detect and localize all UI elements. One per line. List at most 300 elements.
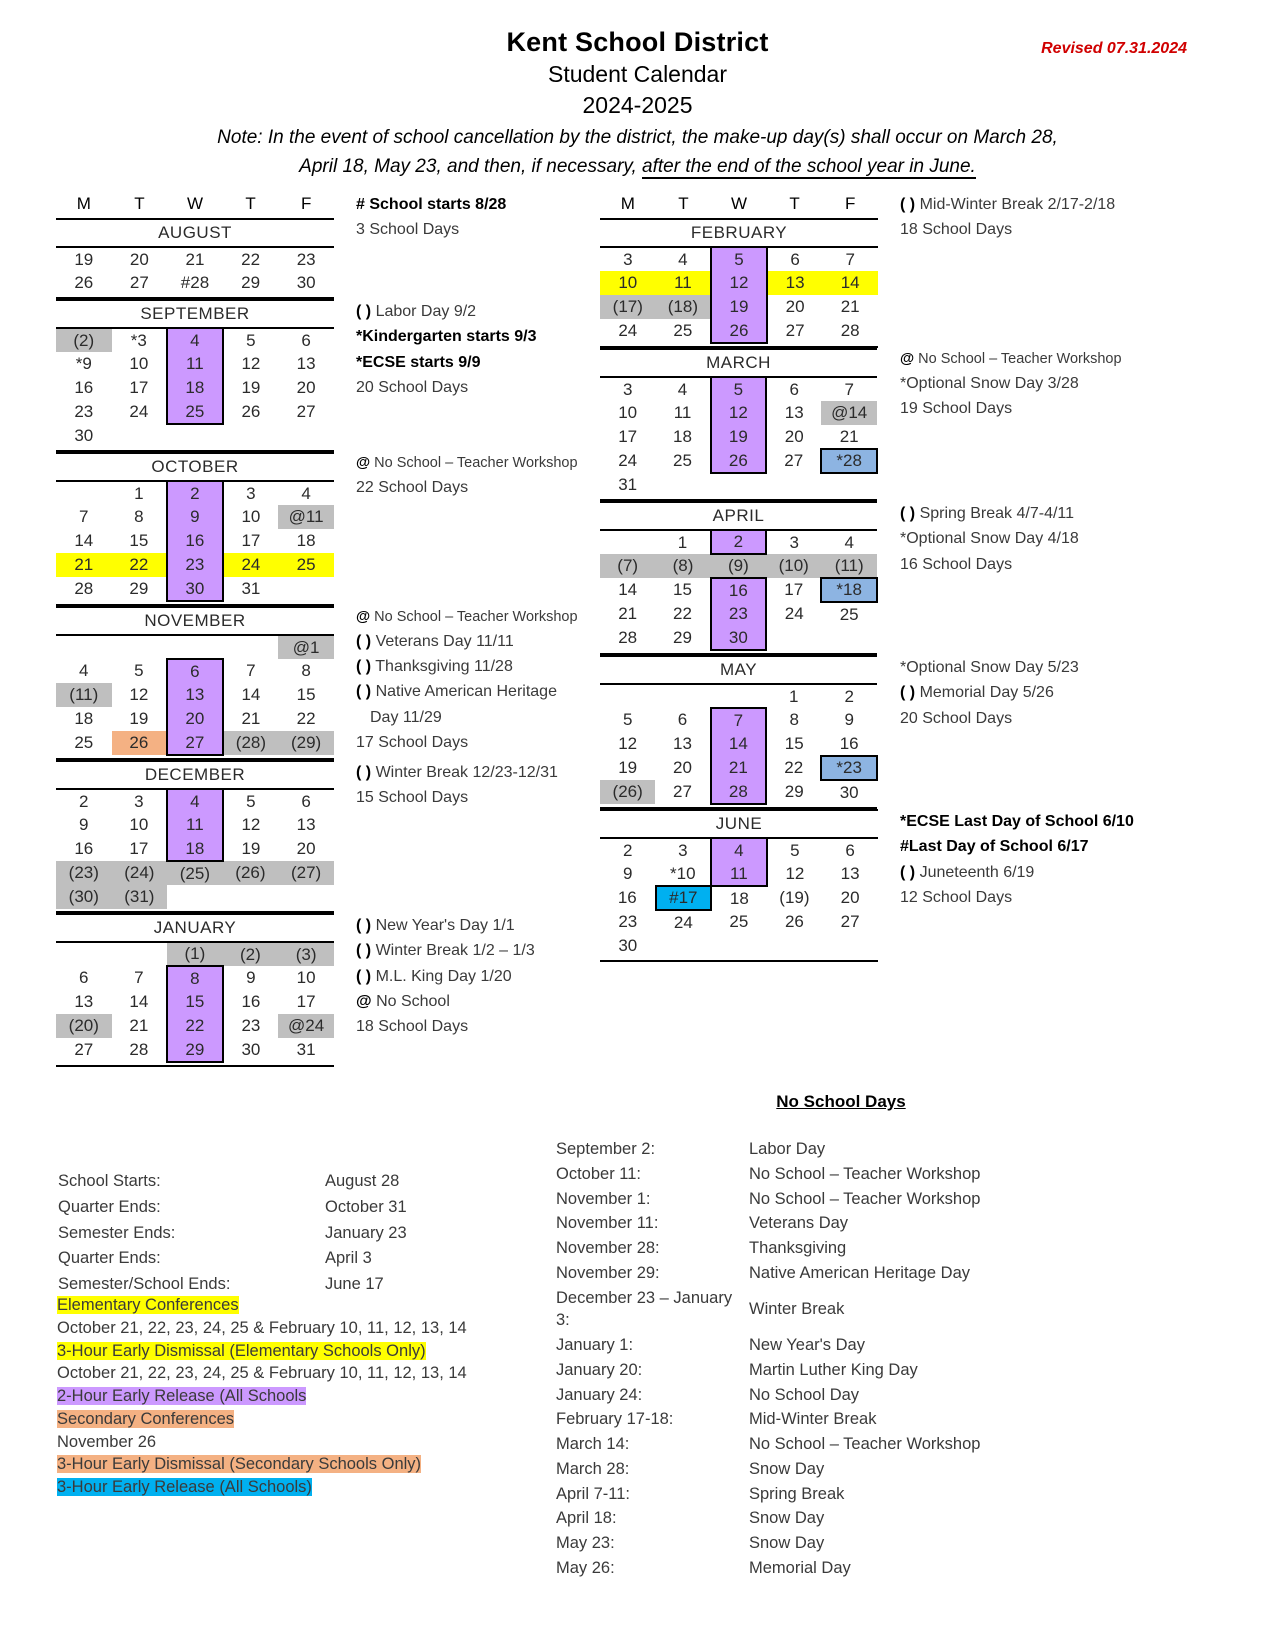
day-cell-3[interactable]: 3 <box>246 483 256 503</box>
note-text: *ECSE Last Day of School 6/10 <box>900 813 1134 830</box>
calendar-table-november <box>56 606 334 760</box>
day-cell-20[interactable]: 20 <box>784 427 804 446</box>
day-cell-28[interactable]: 28 <box>840 321 860 340</box>
legend-entry <box>56 1294 526 1317</box>
day-cell-5[interactable]: 5 <box>134 661 144 680</box>
day-cell-6[interactable]: 6 <box>789 379 799 399</box>
day-cell-3[interactable]: 3 <box>623 249 633 269</box>
day-cell-11[interactable]: 11 <box>656 271 712 295</box>
day-cell-17[interactable]: 17 <box>129 839 149 858</box>
day-cell-26[interactable]: 26 <box>784 912 804 931</box>
day-cell-4[interactable]: 4 <box>677 379 688 399</box>
day-cell-empty <box>655 473 710 497</box>
day-cell-27[interactable]: 27 <box>74 1040 94 1059</box>
no-school-day-row <box>556 1384 980 1409</box>
day-cell-18[interactable]: *18 <box>821 578 877 602</box>
day-cell-25[interactable]: 25 <box>278 553 334 577</box>
day-cell-25[interactable]: 25 <box>729 912 749 931</box>
day-cell-23[interactable]: 23 <box>167 553 223 577</box>
day-cell-14[interactable]: 14 <box>129 992 149 1011</box>
no-school-day-row <box>556 1532 980 1557</box>
day-cell-28[interactable]: *28 <box>821 449 877 473</box>
day-cell-14[interactable]: @14 <box>821 401 877 425</box>
day-cell-19[interactable]: 19 <box>241 839 261 858</box>
makeup-note-line-1: Note: In the event of school cancellation by the district, the make-up day(s) shall occur on March 28, <box>217 126 1058 148</box>
day-cell-28[interactable]: 28 <box>618 628 638 647</box>
day-cell-16[interactable]: 16 <box>74 378 94 397</box>
day-cell-2[interactable]: 2 <box>711 530 766 554</box>
day-cell-25[interactable]: 25 <box>673 321 693 340</box>
note-symbol: ( ) <box>356 683 372 701</box>
day-cell-20[interactable]: (20) <box>56 1014 112 1038</box>
day-cell-26[interactable]: 26 <box>711 319 767 343</box>
note-text: No School <box>376 992 450 1010</box>
day-cell-4[interactable]: 4 <box>167 328 223 352</box>
day-cell-6[interactable]: 6 <box>790 249 800 269</box>
week-row <box>600 473 877 497</box>
month-bottom-rule <box>600 343 878 347</box>
day-cell-2[interactable]: (2) <box>223 942 279 966</box>
day-cell-27[interactable]: 27 <box>785 321 805 340</box>
day-cell-28[interactable]: #28 <box>180 273 210 292</box>
day-cell-1[interactable]: 1 <box>788 686 799 706</box>
day-cell-11[interactable]: (11) <box>56 683 112 707</box>
day-cell-3[interactable]: (3) <box>278 942 334 966</box>
week-row <box>56 683 334 707</box>
day-cell-26[interactable]: (26) <box>600 780 655 804</box>
day-cell-17[interactable]: 17 <box>784 580 804 599</box>
day-cell-30[interactable]: 30 <box>167 577 223 601</box>
day-cell-27[interactable]: 27 <box>167 731 223 755</box>
day-cell-10[interactable]: *10 <box>670 863 696 883</box>
day-cell-16[interactable]: 16 <box>617 888 637 907</box>
day-cell-4[interactable]: 4 <box>79 661 89 680</box>
week-row <box>56 400 334 424</box>
day-cell-14[interactable]: 14 <box>618 580 638 599</box>
key-date-row <box>58 1170 407 1194</box>
day-cell-30[interactable]: (30) <box>56 885 112 909</box>
day-cell-29[interactable]: 29 <box>129 579 149 598</box>
day-cell-empty <box>56 635 112 659</box>
week-row <box>600 449 877 473</box>
day-cell-5[interactable]: 5 <box>711 377 766 401</box>
day-cell-10[interactable]: 10 <box>618 403 638 422</box>
day-cell-27[interactable]: 27 <box>784 451 804 470</box>
day-cell-15[interactable]: 15 <box>784 734 804 753</box>
day-cell-9[interactable]: 9 <box>167 505 223 529</box>
dow-2: W <box>730 194 747 213</box>
day-cell-22[interactable]: 22 <box>167 1014 223 1038</box>
day-cell-17[interactable]: 17 <box>129 378 149 397</box>
month-name-row <box>600 810 878 838</box>
day-cell-6[interactable]: 6 <box>79 968 89 987</box>
day-cell-6[interactable]: 6 <box>677 710 688 729</box>
day-cell-11[interactable]: 11 <box>711 862 767 886</box>
day-cell-24[interactable]: (24) <box>112 861 168 885</box>
day-cell-empty <box>278 577 334 601</box>
day-cell-2[interactable]: 2 <box>167 481 223 505</box>
day-cell-6[interactable]: 6 <box>167 659 223 683</box>
day-cell-23[interactable]: (23) <box>56 861 112 885</box>
day-cell-15[interactable]: 15 <box>167 990 223 1014</box>
day-cell-20[interactable]: 20 <box>840 888 860 907</box>
day-cell-14[interactable]: 14 <box>822 271 878 295</box>
day-cell-2[interactable]: 2 <box>79 791 89 811</box>
day-cell-20[interactable]: 20 <box>785 297 805 316</box>
week-row <box>56 481 334 505</box>
day-cell-30[interactable]: 30 <box>618 936 638 955</box>
day-cell-29[interactable]: 29 <box>167 1038 223 1062</box>
day-cell-27[interactable]: 27 <box>673 782 692 801</box>
day-cell-19[interactable]: 19 <box>711 295 767 319</box>
day-cell-28[interactable]: 28 <box>129 1040 149 1059</box>
day-cell-1[interactable]: @1 <box>278 635 334 659</box>
day-cell-18[interactable]: 18 <box>729 888 749 908</box>
week-row <box>600 886 878 910</box>
note-text: No School – Teacher Workshop <box>918 351 1122 367</box>
month-note <box>356 299 636 324</box>
day-cell-26[interactable]: 26 <box>112 731 168 755</box>
no-school-day-row <box>556 1507 980 1532</box>
day-cell-19[interactable]: 19 <box>618 758 638 777</box>
day-cell-7[interactable]: 7 <box>246 661 256 680</box>
month-bottom-rule <box>56 448 334 451</box>
note-text: Winter Break 1/2 – 1/3 <box>375 942 535 960</box>
day-cell-1[interactable]: 1 <box>677 532 688 552</box>
month-note <box>356 192 636 217</box>
day-cell-26[interactable]: 26 <box>74 273 94 292</box>
no-school-date: January 1: <box>556 1336 634 1355</box>
week-row <box>600 295 878 319</box>
day-cell-20[interactable]: 20 <box>296 839 316 858</box>
dow-0: M <box>620 194 635 213</box>
no-school-date: December 23 – January 3: <box>556 1288 733 1330</box>
day-cell-17[interactable]: #17 <box>656 886 712 910</box>
day-cell-8[interactable]: 8 <box>134 507 144 526</box>
day-cell-21[interactable]: 21 <box>241 709 261 728</box>
day-cell-3[interactable]: 3 <box>789 532 799 552</box>
day-cell-11[interactable]: @11 <box>278 505 334 529</box>
day-cell-7[interactable]: (7) <box>600 554 655 578</box>
day-cell-12[interactable]: 12 <box>129 685 149 704</box>
week-row <box>600 732 877 756</box>
day-cell-28[interactable]: 28 <box>74 579 94 598</box>
day-cell-16[interactable]: 16 <box>839 733 859 753</box>
day-cell-5[interactable]: 5 <box>790 840 800 860</box>
day-cell-9[interactable]: 9 <box>623 864 633 883</box>
day-cell-18[interactable]: 18 <box>296 531 316 550</box>
day-cell-18[interactable]: 18 <box>167 376 223 400</box>
day-cell-30[interactable]: 30 <box>711 626 766 650</box>
week-row <box>600 377 877 401</box>
day-cell-26[interactable]: 26 <box>241 402 261 421</box>
day-cell-22[interactable]: 22 <box>241 249 261 269</box>
no-school-date: March 28: <box>556 1459 630 1478</box>
day-cell-15[interactable]: 15 <box>673 580 692 599</box>
day-cell-27[interactable]: 27 <box>296 402 316 421</box>
day-cell-31[interactable]: (31) <box>112 885 168 909</box>
day-cell-31[interactable]: 31 <box>241 579 261 598</box>
day-cell-28[interactable]: (28) <box>223 731 279 755</box>
day-cell-11[interactable]: 11 <box>167 352 223 376</box>
day-cell-7[interactable]: 7 <box>711 708 766 732</box>
day-cell-10[interactable]: 10 <box>296 968 316 987</box>
week-row <box>600 684 877 708</box>
week-row <box>600 247 878 271</box>
note-text: *Optional Snow Day 4/18 <box>900 530 1079 548</box>
week-row <box>56 635 334 659</box>
day-cell-3[interactable]: 3 <box>622 379 633 399</box>
day-cell-17[interactable]: 17 <box>241 531 261 550</box>
day-cell-25[interactable]: (25) <box>167 861 223 885</box>
day-cell-21[interactable]: 21 <box>840 297 860 316</box>
day-cell-8[interactable]: 8 <box>301 661 311 680</box>
day-cell-22[interactable]: 22 <box>673 604 692 623</box>
no-school-event: Spring Break <box>749 1484 845 1503</box>
day-cell-13[interactable]: 13 <box>784 403 804 422</box>
day-cell-24[interactable]: 24 <box>618 451 638 470</box>
day-cell-7[interactable]: 7 <box>844 379 854 399</box>
month-block-june <box>600 809 1160 962</box>
day-cell-30[interactable]: 30 <box>74 426 94 445</box>
day-cell-2[interactable]: 2 <box>623 840 633 860</box>
day-cell-29[interactable]: 29 <box>241 273 261 292</box>
day-cell-13[interactable]: 13 <box>167 683 223 707</box>
day-cell-23[interactable]: 23 <box>711 602 766 626</box>
day-cell-15[interactable]: 15 <box>296 685 316 704</box>
month-note <box>356 324 636 349</box>
day-cell-1[interactable]: (1) <box>167 942 223 966</box>
calendar-column-right <box>600 192 1160 962</box>
day-cell-14[interactable]: 14 <box>241 685 261 704</box>
day-cell-12[interactable]: 12 <box>785 864 805 883</box>
day-cell-15[interactable]: 15 <box>129 531 149 550</box>
day-cell-24[interactable]: 24 <box>223 553 279 577</box>
week-row <box>600 319 878 343</box>
day-cell-9[interactable]: (9) <box>711 554 766 578</box>
day-cell-20[interactable]: 20 <box>129 249 149 269</box>
month-block-december <box>56 760 586 913</box>
week-row <box>56 1038 334 1062</box>
day-cell-4[interactable]: 4 <box>167 789 223 813</box>
day-cell-empty <box>711 473 766 497</box>
day-cell-4[interactable]: 4 <box>301 483 311 503</box>
day-cell-18[interactable]: 18 <box>167 837 223 861</box>
day-cell-24[interactable]: @24 <box>278 1014 334 1038</box>
day-cell-24[interactable]: 24 <box>673 912 693 932</box>
day-cell-5[interactable]: 5 <box>711 247 767 271</box>
day-cell-16[interactable]: 16 <box>241 992 261 1011</box>
note-text: 19 School Days <box>900 400 1013 418</box>
day-cell-23[interactable]: 23 <box>241 1016 261 1035</box>
week-row <box>56 376 334 400</box>
no-school-day-row <box>556 1287 980 1335</box>
day-cell-13[interactable]: 13 <box>296 815 316 834</box>
color-legend <box>56 1294 526 1499</box>
day-cell-11[interactable]: 11 <box>673 403 692 422</box>
day-cell-25[interactable]: 25 <box>74 733 94 752</box>
day-cell-13[interactable]: 13 <box>767 271 823 295</box>
day-cell-12[interactable]: 12 <box>241 354 261 373</box>
day-cell-24[interactable]: 24 <box>784 604 804 623</box>
day-cell-20[interactable]: 20 <box>296 378 316 397</box>
day-cell-6[interactable]: 6 <box>301 330 311 350</box>
day-cell-19[interactable]: (19) <box>779 888 810 907</box>
day-cell-3[interactable]: 3 <box>678 840 688 860</box>
day-cell-21[interactable]: 21 <box>185 249 205 269</box>
day-cell-23[interactable]: 23 <box>618 912 638 931</box>
day-cell-9[interactable]: 9 <box>246 968 256 987</box>
day-cell-21[interactable]: 21 <box>711 756 766 780</box>
month-note <box>356 350 636 375</box>
day-cell-7[interactable]: 7 <box>134 968 144 987</box>
day-cell-19[interactable]: 19 <box>711 425 766 449</box>
day-cell-8[interactable]: (8) <box>655 554 710 578</box>
day-cell-21[interactable]: 21 <box>839 426 859 446</box>
month-note <box>356 760 636 785</box>
day-cell-12[interactable]: 12 <box>711 401 766 425</box>
day-cell-24[interactable]: 24 <box>129 402 149 421</box>
day-cell-11[interactable]: (11) <box>821 554 877 578</box>
day-cell-27[interactable]: (27) <box>278 861 334 885</box>
day-cell-4[interactable]: 4 <box>844 532 854 552</box>
day-cell-12[interactable]: 12 <box>241 815 261 834</box>
day-cell-16[interactable]: 16 <box>167 529 223 553</box>
day-cell-9[interactable]: 9 <box>79 815 89 834</box>
day-cell-10[interactable]: 10 <box>129 354 149 373</box>
week-row <box>600 401 877 425</box>
day-cell-22[interactable]: 22 <box>296 709 316 728</box>
day-cell-5[interactable]: 5 <box>246 330 256 350</box>
day-cell-29[interactable]: 29 <box>673 628 692 647</box>
note-text: No School – Teacher Workshop <box>374 609 578 625</box>
day-cell-24[interactable]: 24 <box>618 321 638 340</box>
day-cell-1[interactable]: 1 <box>134 483 144 503</box>
day-cell-empty <box>822 934 878 958</box>
day-cell-16[interactable]: 16 <box>711 578 766 602</box>
day-cell-18[interactable]: (18) <box>656 295 712 319</box>
day-cell-23[interactable]: 23 <box>74 402 94 421</box>
day-cell-2[interactable]: (2) <box>56 328 112 352</box>
day-cell-3[interactable]: 3 <box>134 791 144 811</box>
day-cell-27[interactable]: 27 <box>129 273 149 292</box>
day-cell-8[interactable]: 8 <box>789 710 799 729</box>
day-cell-25[interactable]: 25 <box>673 451 692 470</box>
day-cell-18[interactable]: 18 <box>673 427 692 446</box>
day-cell-13[interactable]: 13 <box>673 734 692 753</box>
day-cell-3[interactable]: *3 <box>130 330 147 350</box>
month-note <box>356 475 636 500</box>
day-cell-11[interactable]: 11 <box>167 813 223 837</box>
day-cell-31[interactable]: 31 <box>618 475 638 494</box>
calendar-table-february <box>600 192 878 348</box>
day-cell-12[interactable]: 12 <box>711 271 767 295</box>
day-cell-14[interactable]: 14 <box>711 732 766 756</box>
day-cell-5[interactable]: 5 <box>246 791 256 811</box>
day-cell-26[interactable]: 26 <box>711 449 766 473</box>
day-cell-18[interactable]: 18 <box>74 709 94 728</box>
note-text: 18 School Days <box>900 221 1013 239</box>
day-cell-25[interactable]: 25 <box>839 604 859 624</box>
no-school-date: November 28: <box>556 1239 660 1258</box>
month-notes-november <box>356 606 636 755</box>
day-cell-28[interactable]: 28 <box>711 780 766 804</box>
day-cell-23[interactable]: *23 <box>821 756 877 780</box>
note-symbol: @ <box>356 992 372 1010</box>
day-cell-5[interactable]: 5 <box>622 710 633 729</box>
day-cell-20[interactable]: 20 <box>673 758 692 777</box>
day-cell-29[interactable]: (29) <box>278 731 334 755</box>
makeup-note-2b: after the end of the school year in June. <box>642 156 976 178</box>
day-cell-21[interactable]: 21 <box>618 604 638 623</box>
day-cell-14[interactable]: 14 <box>74 531 94 550</box>
day-cell-29[interactable]: 29 <box>784 782 804 801</box>
day-cell-19[interactable]: 19 <box>129 709 149 728</box>
day-cell-17[interactable]: 17 <box>296 992 316 1011</box>
day-cell-10[interactable]: (10) <box>766 554 821 578</box>
day-cell-9[interactable]: *9 <box>75 354 92 373</box>
day-cell-31[interactable]: 31 <box>296 1040 316 1059</box>
day-cell-20[interactable]: 20 <box>167 707 223 731</box>
day-cell-4[interactable]: 4 <box>678 249 688 269</box>
day-cell-16[interactable]: 16 <box>74 839 94 858</box>
day-cell-13[interactable]: 13 <box>296 354 316 373</box>
no-school-event: Native American Heritage Day <box>749 1263 971 1282</box>
day-cell-22[interactable]: 22 <box>784 758 804 777</box>
week-row <box>56 966 334 990</box>
no-school-day-row <box>556 1483 980 1508</box>
day-cell-7[interactable]: 7 <box>79 507 89 526</box>
day-cell-21[interactable]: 21 <box>56 553 112 577</box>
day-cell-30[interactable]: 30 <box>839 782 859 802</box>
day-cell-25[interactable]: 25 <box>167 400 223 424</box>
day-cell-30[interactable]: 30 <box>241 1040 261 1059</box>
day-cell-26[interactable]: (26) <box>223 861 279 885</box>
day-cell-27[interactable]: 27 <box>840 912 860 931</box>
day-cell-10[interactable]: 10 <box>600 271 656 295</box>
day-cell-8[interactable]: 8 <box>167 966 223 990</box>
day-cell-empty <box>600 530 655 554</box>
day-cell-17[interactable]: 17 <box>618 427 638 446</box>
day-cell-19[interactable]: 19 <box>241 378 261 397</box>
day-cell-6[interactable]: 6 <box>845 840 855 860</box>
day-cell-13[interactable]: 13 <box>840 864 860 883</box>
day-cell-10[interactable]: 10 <box>241 507 261 526</box>
day-cell-13[interactable]: 13 <box>74 992 94 1011</box>
day-cell-30[interactable]: 30 <box>296 273 316 292</box>
day-cell-22[interactable]: 22 <box>112 553 168 577</box>
day-cell-6[interactable]: 6 <box>301 791 311 811</box>
day-cell-9[interactable]: 9 <box>844 710 854 729</box>
note-text: Winter Break 12/23-12/31 <box>375 764 558 781</box>
day-cell-12[interactable]: 12 <box>618 734 638 753</box>
calendar-table-december <box>56 760 334 913</box>
calendar-table-january <box>56 913 334 1067</box>
day-cell-21[interactable]: 21 <box>129 1016 149 1035</box>
day-cell-19[interactable]: 19 <box>74 249 94 269</box>
day-cell-4[interactable]: 4 <box>711 838 767 862</box>
day-cell-7[interactable]: 7 <box>845 249 855 269</box>
month-note <box>356 679 636 704</box>
dow-4: F <box>300 194 312 213</box>
month-name: JUNE <box>600 810 878 838</box>
day-cell-2[interactable]: 2 <box>844 686 854 706</box>
day-cell-17[interactable]: (17) <box>600 295 656 319</box>
month-note <box>900 809 1180 834</box>
month-name-row <box>56 453 334 481</box>
day-cell-10[interactable]: 10 <box>129 815 149 834</box>
day-cell-23[interactable]: 23 <box>296 249 316 269</box>
